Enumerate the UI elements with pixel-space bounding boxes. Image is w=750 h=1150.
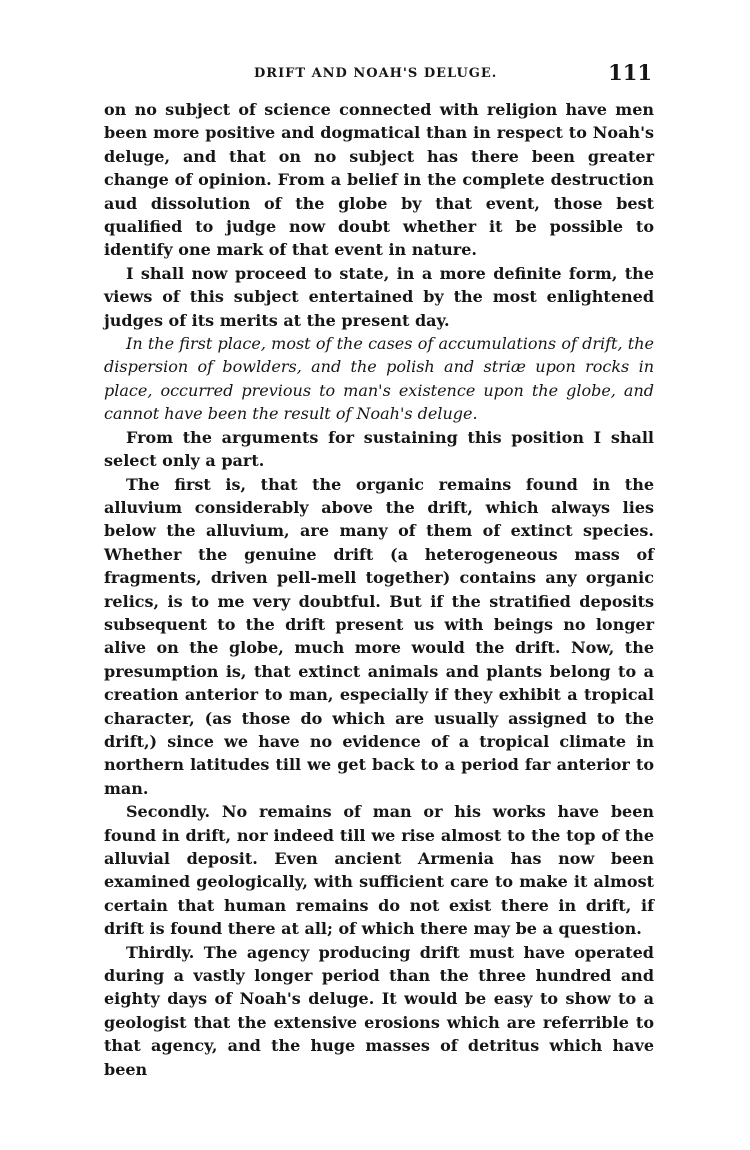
paragraph-continuation: on no subject of science connected with religion have men been more positive and dogmatical than in respect to Noah's deluge, and that on no subject has there been greater change of opinion. From a belief in the complete destruction aud dissolution of the globe by that event, those best qualified to judge now doubt whether it be possible to identify one mark of that event in nature. [104,100,654,260]
paragraph-third-argument: Thirdly. The agency producing drift must have operated during a vastly longer period than the three hundred and eighty days of Noah's deluge. It would be easy to show to a geologist that the extensive erosions which are referrible to that agency, and the huge masses of detritus which have been [104,942,654,1079]
running-title: DRIFT AND NOAH'S DELUGE. [254,66,498,81]
paragraph-arguments-intro: From the arguments for sustaining this position I shall select only a part. [104,427,654,471]
running-header [104,58,654,92]
paragraph-thesis: In the first place, most of the cases of accumulations of drift, the dispersion of bowlders, and the polish and striæ upon rocks in place, occurred previous to man's existence upon the globe, and cannot have been the result of Noah's deluge. [104,334,654,424]
paragraph-first-argument: The first is, that the organic remains found in the alluvium considerably above the drift, which always lies below the alluvium, are many of them of extinct species. Whether the genuine drift (a heterogeneous mass of fragments, driven pell-mell together) contains any organic relics, is to me very doubtful. But if the stratified deposits subsequent to the drift present us with beings no longer alive on the globe, much more would the drift. Now, the presumption is, that extinct animals and plants belong to a creation anterior to man, especially if they exhibit a tropical character, (as those do which are usually assigned to the drift,) since we have no evidence of a tropical climate in northern latitudes till we get back to a period far anterior to man. [104,474,654,798]
book-page [104,58,654,1081]
body-text [104,98,654,1081]
paragraph-views: I shall now proceed to state, in a more definite form, the views of this subject entertained by the most enlightened judges of its merits at the present day. [104,263,654,330]
paragraph-second-argument: Secondly. No remains of man or his works have been found in drift, nor indeed till we rise almost to the top of the alluvial deposit. Even ancient Armenia has now been examined geologically, with sufficient care to make it almost certain that human remains do not exist there in drift, if drift is found there at all; of which there may be a question. [104,802,654,939]
page-number: 111 [608,60,652,85]
